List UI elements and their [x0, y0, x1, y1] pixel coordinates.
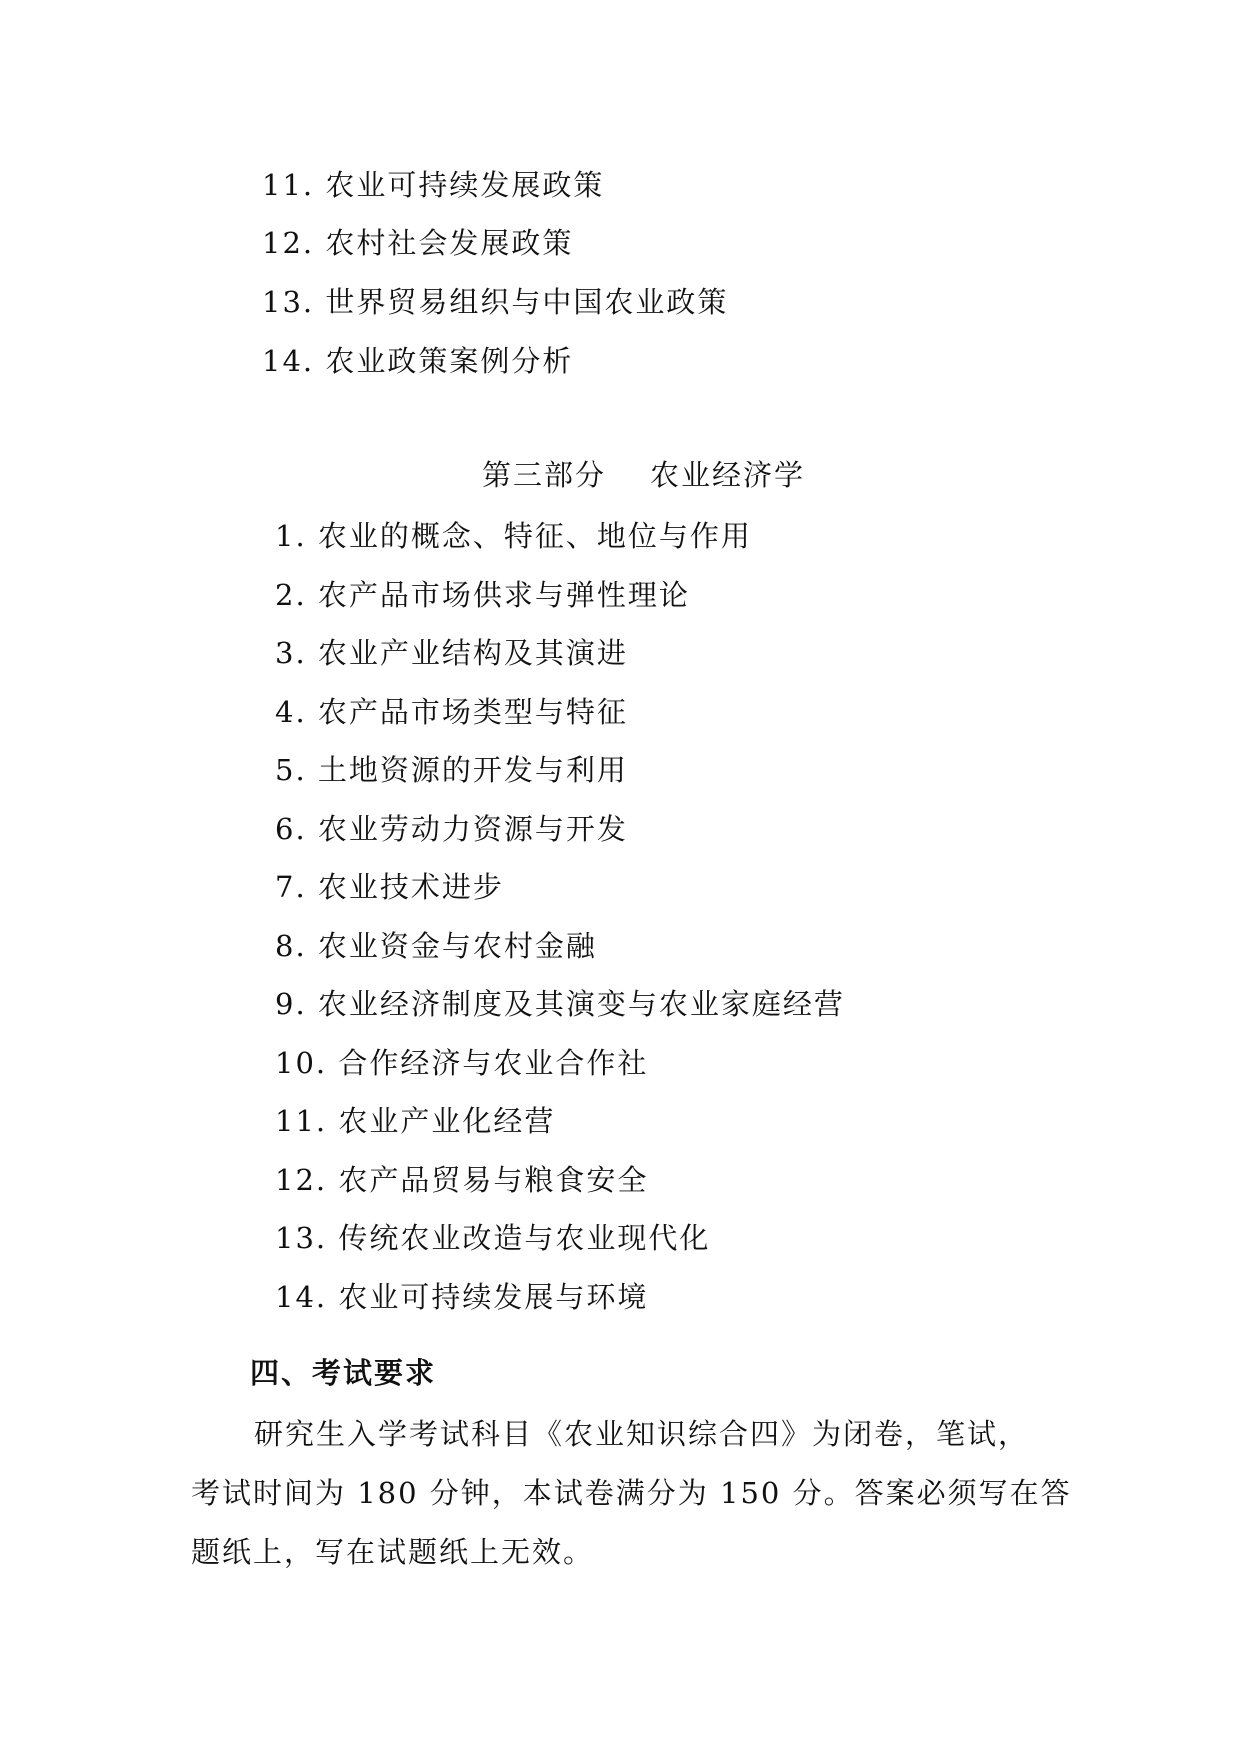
list-item: 13. 世界贸易组织与中国农业政策: [262, 285, 729, 319]
list-item: 12. 农产品贸易与粮食安全: [275, 1163, 649, 1197]
paragraph-line: 题纸上，写在试题纸上无效。: [191, 1535, 595, 1569]
list-item: 14. 农业可持续发展与环境: [275, 1280, 649, 1314]
list-item: 14. 农业政策案例分析: [262, 344, 574, 378]
paragraph-line: 考试时间为 180 分钟，本试卷满分为 150 分。答案必须写在答: [191, 1476, 1072, 1510]
list-item: 4. 农产品市场类型与特征: [275, 695, 628, 729]
part-subject: 农业经济学: [650, 458, 806, 492]
list-item: 11. 农业产业化经营: [275, 1104, 556, 1138]
list-item: 13. 传统农业改造与农业现代化: [275, 1221, 711, 1255]
part-title: [482, 455, 805, 495]
list-item: 9. 农业经济制度及其演变与农业家庭经营: [275, 987, 845, 1021]
list-item: 3. 农业产业结构及其演进: [275, 636, 628, 670]
list-item: 12. 农村社会发展政策: [262, 226, 574, 260]
list-item: 10. 合作经济与农业合作社: [275, 1046, 649, 1080]
section-heading: 四、考试要求: [250, 1356, 437, 1390]
part-number: 第三部分: [482, 458, 607, 492]
list-item: 8. 农业资金与农村金融: [275, 929, 597, 963]
list-item: 2. 农产品市场供求与弹性理论: [275, 578, 690, 612]
list-item: 5. 土地资源的开发与利用: [275, 753, 628, 787]
list-item: 11. 农业可持续发展政策: [262, 168, 605, 202]
list-item: 7. 农业技术进步: [275, 870, 504, 904]
list-item: 6. 农业劳动力资源与开发: [275, 812, 628, 846]
list-item: 1. 农业的概念、特征、地位与作用: [275, 519, 752, 553]
paragraph-line: 研究生入学考试科目《农业知识综合四》为闭卷，笔试，: [254, 1417, 1030, 1451]
